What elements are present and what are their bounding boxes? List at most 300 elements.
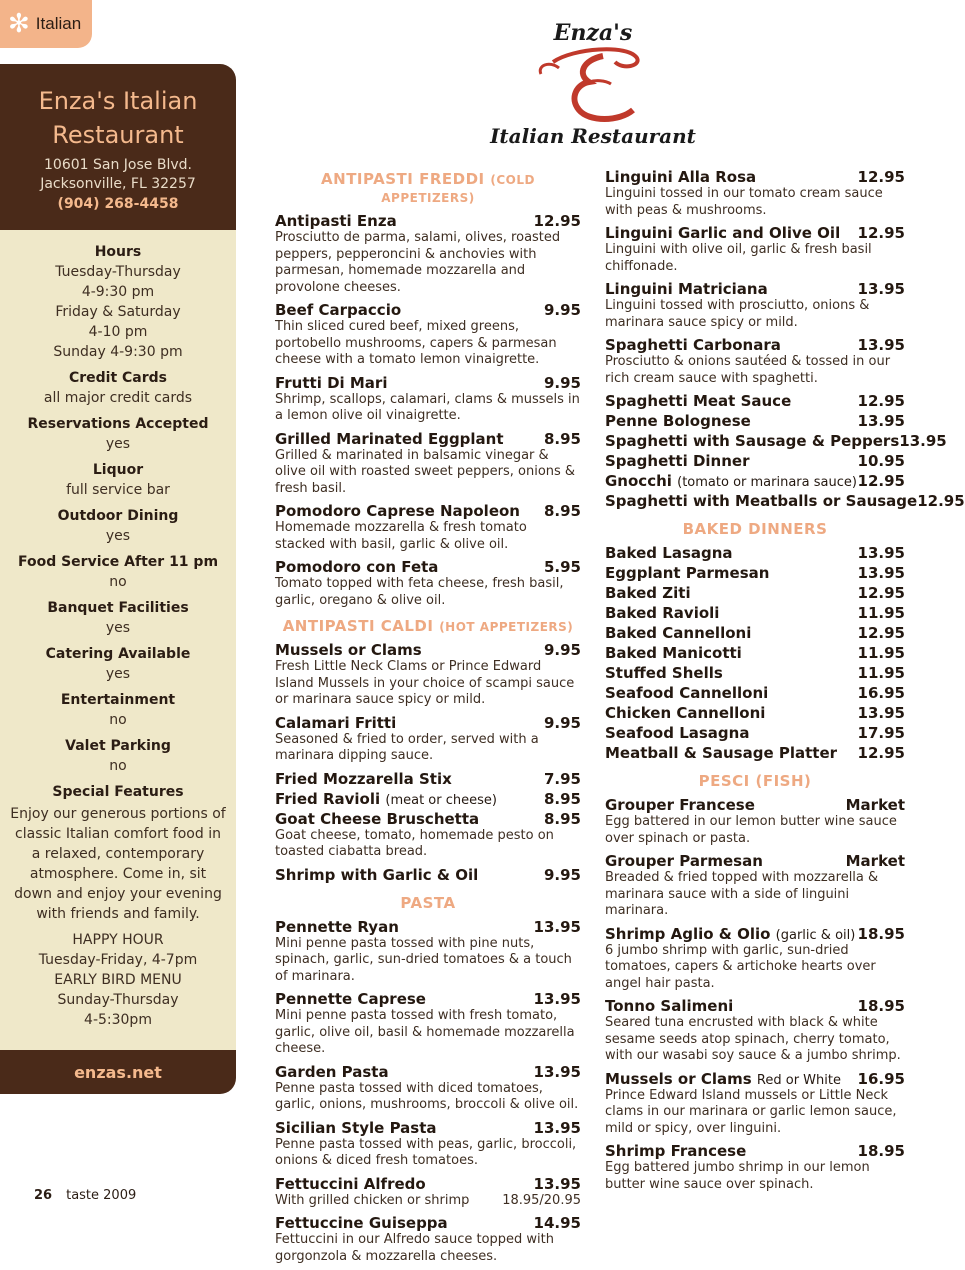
info-value: all major credit cards — [43, 390, 193, 406]
menu-item-price: 9.95 — [543, 865, 581, 884]
menu-item-price: 12.95 — [917, 492, 965, 510]
sidebar-info — [0, 230, 236, 1050]
sidebar-header — [0, 64, 236, 230]
section-heading: BAKED DINNERS — [682, 520, 828, 538]
menu-item-header — [275, 558, 581, 576]
menu-item-description: Prince Edward Island mussels or Little Neck clams in our marinara or garlic lemon sauce, mild or spicy, over linguini. — [605, 1087, 897, 1136]
menu-item-name — [605, 544, 733, 562]
menu-item-name — [275, 430, 504, 448]
menu-item-description: 6 jumbo shrimp with garlic, sun-dried tomatoes, capers & artichoke hearts over angel hair pasta. — [605, 942, 876, 991]
menu-item — [275, 1175, 581, 1210]
section-heading: PASTA — [400, 893, 456, 912]
menu-item — [605, 432, 947, 450]
menu-item-name — [605, 280, 768, 298]
menu-item-header — [275, 1063, 581, 1081]
menu-item-title: Grouper Francese — [605, 796, 755, 814]
early-bird-days: Sunday-Thursday — [57, 992, 179, 1008]
menu-item-title: Garden Pasta — [275, 1062, 389, 1081]
menu-item-header — [605, 280, 905, 298]
menu-item-price: 10.95 — [857, 452, 905, 470]
menu-item-name — [275, 641, 422, 659]
menu-item — [605, 452, 905, 470]
info-block — [0, 736, 236, 776]
logo-bottom-text: Italian Restaurant — [490, 124, 696, 148]
menu-item-price: 12.95 — [857, 392, 905, 410]
info-value: yes — [105, 436, 131, 452]
menu-item-name — [605, 168, 756, 186]
menu-item-title: Baked Cannelloni — [605, 624, 752, 642]
menu-item-title: Baked Ravioli — [605, 604, 720, 622]
menu-item-header — [605, 472, 905, 490]
menu-item-title: Shrimp with Garlic & Oil — [275, 865, 479, 884]
menu-item-title: Tonno Salimeni — [605, 997, 734, 1015]
menu-item-name — [605, 412, 751, 430]
menu-item-price: 8.95 — [543, 789, 581, 808]
menu-item-name — [275, 770, 452, 788]
menu-item-title: Pennette Ryan — [275, 917, 399, 936]
menu-item — [605, 492, 965, 510]
logo-top-text: Enza's — [553, 20, 633, 46]
address-line-2: Jacksonville, FL 32257 — [40, 176, 196, 192]
menu-item-note: (garlic & oil) — [775, 927, 856, 943]
menu-item-price: 16.95 — [857, 1069, 905, 1088]
info-block — [0, 460, 236, 500]
menu-item-title: Linguini Garlic and Olive Oil — [605, 224, 841, 242]
info-label: Credit Cards — [68, 370, 168, 386]
menu-item-header — [275, 770, 581, 788]
menu-item-name — [605, 852, 763, 870]
menu-item-name — [605, 744, 837, 762]
menu-item — [275, 430, 581, 498]
info-label: Catering Available — [45, 646, 191, 662]
menu-item-title: Antipasti Enza — [275, 212, 397, 230]
menu-item-title: Goat Cheese Bruschetta — [275, 809, 480, 828]
menu-item-description: Linguini tossed in our tomato cream sauce with peas & mushrooms. — [605, 186, 883, 218]
menu-item — [605, 412, 905, 430]
info-block — [0, 552, 236, 592]
menu-item-description: Grilled & marinated in balsamic vinegar & olive oil with roasted sweet peppers, onions & fresh basil. — [275, 447, 576, 496]
menu-item-name — [605, 224, 840, 242]
menu-item-title: Spaghetti Meat Sauce — [605, 392, 792, 410]
menu-item-price: 13.95 — [857, 280, 905, 298]
menu-item — [605, 604, 905, 622]
page-number: 26 — [34, 1188, 53, 1203]
menu-item-name — [605, 584, 691, 602]
menu-item-description: Seasoned & fried to order, served with a marinara dipping sauce. — [275, 731, 539, 763]
info-label: Food Service After 11 pm — [17, 554, 219, 570]
info-value: Tuesday-Thursday 4-9:30 pm Friday & Saturday 4-10 pm Sunday 4-9:30 pm — [53, 264, 183, 360]
menu-item-price: 13.95 — [899, 432, 947, 450]
menu-item-name — [275, 301, 401, 319]
menu-item-price: 5.95 — [543, 558, 581, 576]
menu-item-title: Meatball & Sausage Platter — [605, 744, 838, 762]
menu-item — [605, 796, 905, 847]
menu-item-title: Fettuccini Alfredo — [275, 1174, 426, 1193]
menu-item-name — [605, 997, 733, 1015]
menu-item-price: Market — [845, 852, 905, 870]
menu-item-header — [605, 1142, 905, 1160]
menu-item-header — [605, 796, 905, 814]
menu-item-header — [605, 492, 965, 510]
menu-item-title: Linguini Alla Rosa — [605, 168, 757, 186]
menu-item-title: Baked Ziti — [605, 584, 691, 602]
menu-item-title: Sicilian Style Pasta — [275, 1118, 437, 1137]
menu-item-name — [275, 212, 397, 230]
menu-item-title: Fried Ravioli — [275, 789, 381, 808]
menu-item-header — [605, 852, 905, 870]
menu-item — [605, 584, 905, 602]
happy-hour-heading: HAPPY HOUR — [72, 932, 164, 948]
menu-item — [605, 624, 905, 642]
menu-item-name — [605, 1070, 841, 1088]
menu-item-title: Shrimp Aglio & Olio — [605, 924, 771, 943]
menu-item-price: 13.95 — [857, 544, 905, 562]
menu-item-name — [605, 492, 917, 510]
info-block — [0, 598, 236, 638]
menu-item-title: Baked Lasagna — [605, 544, 733, 562]
menu-item-header — [275, 990, 581, 1008]
info-value: Enjoy our generous portions of classic Italian comfort food in a relaxed, contemporary atmosphere. Come in, sit down and enjoy your evening with friends and family. — [10, 806, 226, 922]
info-value: full service bar — [66, 482, 170, 498]
website-label: enzas.net — [74, 1062, 162, 1082]
menu-item-title: Grouper Parmesan — [605, 852, 763, 870]
menu-item-name — [605, 684, 768, 702]
menu-item-title: Fried Mozzarella Stix — [275, 769, 452, 788]
section-heading: ANTIPASTI CALDI — [282, 617, 434, 635]
menu-item-price: 9.95 — [543, 713, 581, 732]
menu-item-name — [605, 432, 899, 450]
menu-item-header — [275, 866, 581, 884]
menu-item-description: Mini penne pasta tossed with fresh tomato, garlic, olive oil, basil & homemade mozzarella cheese. — [275, 1008, 575, 1056]
menu-item-header — [275, 502, 581, 520]
menu-item — [605, 392, 905, 410]
menu-item-name — [275, 866, 478, 884]
menu-item-price: 13.95 — [857, 412, 905, 430]
menu-item-name — [275, 990, 426, 1008]
menu-item-description: Goat cheese, tomato, homemade pesto on toasted ciabatta bread. — [275, 827, 554, 859]
menu-item-price: 12.95 — [857, 224, 905, 242]
menu-item-name — [275, 918, 399, 936]
menu-item-price: 14.95 — [533, 1214, 581, 1232]
info-label: Reservations Accepted — [27, 416, 209, 432]
menu-item-name — [605, 664, 723, 682]
menu-item-price: 18.95 — [857, 1142, 905, 1160]
menu-item-header — [275, 430, 581, 448]
menu-item — [605, 852, 905, 920]
menu-column-right — [605, 168, 965, 1198]
menu-item — [605, 724, 905, 742]
menu-item-title: Eggplant Parmesan — [605, 564, 770, 582]
info-label: Special Features — [52, 784, 184, 800]
menu-item-description: Penne pasta tossed with peas, garlic, broccoli, onions & diced fresh tomatoes. — [275, 1136, 577, 1168]
info-block — [0, 782, 236, 924]
phone-number: (904) 268-4458 — [57, 196, 179, 212]
menu-item-description: Breaded & fried topped with mozzarella & marinara sauce with a side of linguini marinara. — [605, 870, 879, 918]
menu-item-price: 13.95 — [533, 1174, 581, 1193]
menu-item-header — [275, 918, 581, 936]
menu-item-header — [605, 604, 905, 622]
menu-item-description: Seared tuna encrusted with black & white sesame seeds atop spinach, cherry tomato, with our wasabi soy sauce & a jumbo shrimp. — [605, 1015, 901, 1063]
menu-item-price: 12.95 — [857, 168, 905, 186]
menu-item-price: 11.95 — [857, 644, 905, 662]
menu-item-header — [605, 1070, 905, 1088]
menu-item-price: 12.95 — [857, 624, 905, 642]
menu-item-price: 13.95 — [533, 990, 581, 1008]
menu-item — [605, 224, 905, 275]
menu-item — [605, 684, 905, 702]
menu-item-price: 13.95 — [533, 1118, 581, 1137]
menu-item-title: Spaghetti Carbonara — [605, 336, 781, 354]
menu-item-header — [605, 336, 905, 354]
menu-item-name — [275, 790, 497, 808]
menu-item-description: Prosciutto & onions sautéed & tossed in our rich cream sauce with spaghetti. — [605, 354, 891, 386]
info-block — [0, 414, 236, 454]
menu-item-title: Baked Manicotti — [605, 644, 742, 662]
menu-item-price: 7.95 — [543, 769, 581, 788]
menu-item-header — [605, 664, 905, 682]
menu-item — [275, 918, 581, 986]
menu-item-price: 8.95 — [543, 502, 581, 520]
menu-item-title: Stuffed Shells — [605, 664, 723, 682]
address-line-1: 10601 San Jose Blvd. — [44, 157, 192, 173]
info-value: yes — [105, 620, 131, 636]
menu-item-title: Pennette Caprese — [275, 990, 426, 1008]
menu-item-price: Market — [845, 796, 905, 814]
category-tab — [0, 0, 92, 48]
menu-item-header — [605, 624, 905, 642]
menu-item — [275, 301, 581, 369]
menu-item-title: Shrimp Francese — [605, 1142, 747, 1160]
menu-item-header — [275, 1214, 581, 1232]
section-subheading: (COLD APPETIZERS) — [381, 173, 535, 205]
menu-item-header — [275, 641, 581, 659]
menu-item — [605, 1142, 905, 1193]
info-block — [0, 644, 236, 684]
menu-item-header — [605, 684, 905, 702]
menu-item-name — [275, 1214, 448, 1232]
menu-item — [275, 641, 581, 709]
menu-item-price: 9.95 — [543, 641, 581, 659]
info-label: Hours — [94, 244, 142, 260]
menu-item-name — [275, 810, 479, 828]
menu-item — [605, 280, 905, 331]
menu-item — [605, 925, 905, 993]
menu-item-title: Mussels or Clams — [275, 641, 422, 659]
menu-item-description: Mini penne pasta tossed with pine nuts, spinach, garlic, sun-dried tomatoes & a touch of marinara. — [275, 935, 572, 984]
menu-item-price: 11.95 — [857, 664, 905, 682]
menu-item-option-price: 18.95/20.95 — [502, 1192, 581, 1208]
menu-item-name — [275, 1119, 437, 1137]
section-subheading: (HOT APPETIZERS) — [439, 620, 574, 634]
section-title-antipasti-freddi — [275, 170, 581, 206]
happy-hour-times: Tuesday-Friday, 4-7pm — [38, 952, 198, 968]
menu-item-header — [605, 925, 905, 943]
menu-item — [605, 644, 905, 662]
menu-item-title: Grilled Marinated Eggplant — [275, 429, 504, 448]
menu-item-price: 18.95 — [857, 997, 905, 1015]
menu-item-header — [605, 544, 905, 562]
menu-item-description: Fresh Little Neck Clams or Prince Edward Island Mussels in your choice of scampi sauce or marinara sauce spicy or mild. — [275, 659, 575, 707]
menu-item-price: 18.95 — [857, 924, 905, 943]
menu-item-price: 12.95 — [857, 584, 905, 602]
section-heading: PESCI (FISH) — [698, 772, 812, 790]
menu-item — [605, 744, 905, 762]
menu-item-note: Red or White — [756, 1072, 841, 1088]
menu-item — [605, 564, 905, 582]
menu-item-name — [605, 624, 751, 642]
menu-item-description-text: With grilled chicken or shrimp — [275, 1192, 470, 1208]
page-footer — [34, 1188, 150, 1203]
menu-item-description: Linguini tossed with prosciutto, onions & marinara sauce spicy or mild. — [605, 298, 870, 330]
menu-item — [275, 770, 581, 788]
menu-item-title: Spaghetti Dinner — [605, 452, 750, 470]
menu-item — [275, 990, 581, 1058]
category-label: Italian — [35, 14, 82, 33]
menu-item-description: Homemade mozzarella & fresh tomato stacked with basil, garlic & olive oil. — [275, 520, 527, 552]
menu-item-header — [605, 704, 905, 722]
menu-item-header — [605, 997, 905, 1015]
menu-item-name — [275, 1063, 389, 1081]
menu-item-description: Tomato topped with feta cheese, fresh basil, garlic, oregano & olive oil. — [275, 576, 564, 608]
menu-item-name — [605, 704, 765, 722]
menu-item-name — [605, 336, 781, 354]
logo-e-monogram-icon — [533, 44, 653, 128]
menu-item-name — [605, 644, 742, 662]
menu-item-price: 9.95 — [543, 373, 581, 392]
menu-item-title: Mussels or Clams — [605, 1069, 752, 1088]
menu-item — [605, 704, 905, 722]
menu-item-description: Egg battered in our lemon butter wine sauce over spinach or pasta. — [605, 814, 897, 846]
menu-item-header — [605, 412, 905, 430]
menu-item-title: Pomodoro con Feta — [275, 558, 439, 576]
menu-item-name — [275, 714, 396, 732]
menu-item-name — [275, 1175, 426, 1193]
menu-item-description: Linguini with olive oil, garlic & fresh basil chiffonade. — [605, 242, 872, 274]
menu-item-name — [605, 604, 719, 622]
menu-item-description — [275, 1193, 581, 1210]
menu-column-middle — [275, 168, 581, 1270]
menu-item-header — [605, 584, 905, 602]
menu-item-title: Spaghetti with Sausage & Peppers — [605, 432, 900, 450]
menu-item-name — [605, 724, 749, 742]
menu-item-header — [275, 212, 581, 230]
menu-item-header — [605, 744, 905, 762]
menu-item — [605, 997, 905, 1065]
website-link[interactable] — [0, 1050, 236, 1094]
menu-item — [275, 558, 581, 609]
info-block — [0, 690, 236, 730]
info-block — [0, 242, 236, 362]
section-heading: ANTIPASTI FREDDI — [321, 170, 485, 188]
menu-item-price: 13.95 — [857, 704, 905, 722]
asterisk-icon: ✻ — [8, 9, 30, 39]
menu-item — [275, 714, 581, 765]
menu-item-title: Beef Carpaccio — [275, 301, 402, 319]
menu-item-title: Calamari Fritti — [275, 713, 397, 732]
menu-item-header — [275, 301, 581, 319]
info-value: yes — [105, 666, 131, 682]
menu-item-title: Penne Bolognese — [605, 412, 751, 430]
menu-item-header — [275, 374, 581, 392]
menu-item — [275, 790, 581, 808]
menu-item-price: 8.95 — [543, 809, 581, 828]
menu-item-note: (tomato or marinara sauce) — [677, 475, 857, 490]
menu-item-description: Shrimp, scallops, calamari, clams & mussels in a lemon olive oil vinaigrette. — [275, 391, 580, 423]
menu-item — [275, 212, 581, 296]
menu-item — [605, 664, 905, 682]
menu-item-price: 13.95 — [857, 564, 905, 582]
info-value: no — [109, 574, 127, 590]
menu-item-name — [605, 925, 855, 943]
menu-item-name — [275, 502, 520, 520]
menu-item-price: 12.95 — [857, 472, 905, 490]
menu-item-header — [605, 644, 905, 662]
menu-item-description: Thin sliced cured beef, mixed greens, portobello mushrooms, capers & parmesan cheese with a tomato lemon vinaigrette. — [275, 319, 557, 367]
menu-item-header — [605, 168, 905, 186]
menu-item-header — [275, 810, 581, 828]
early-bird-times: 4-5:30pm — [84, 1012, 152, 1028]
menu-item-price: 13.95 — [533, 917, 581, 936]
menu-item — [275, 1214, 581, 1265]
menu-item-header — [605, 392, 905, 410]
section-title-pesci — [605, 772, 905, 790]
publication-name: taste 2009 — [66, 1188, 137, 1203]
menu-item-header — [275, 790, 581, 808]
info-value: no — [109, 758, 127, 774]
menu-item-price: 12.95 — [857, 744, 905, 762]
menu-item-description: Fettuccini in our Alfredo sauce topped with gorgonzola & mozzarella cheeses. — [275, 1232, 554, 1264]
menu-item — [605, 336, 905, 387]
menu-item-name — [605, 564, 769, 582]
menu-item — [605, 472, 905, 490]
menu-item-title: Gnocchi — [605, 472, 672, 490]
menu-item-name — [605, 392, 791, 410]
menu-item — [275, 866, 581, 884]
menu-item — [275, 810, 581, 861]
info-label: Liquor — [92, 462, 144, 478]
menu-item-price: 8.95 — [543, 429, 581, 448]
menu-item — [275, 502, 581, 553]
menu-item-name — [605, 472, 857, 490]
menu-item-price: 9.95 — [543, 301, 581, 319]
menu-item-price: 16.95 — [857, 684, 905, 702]
menu-item-title: Spaghetti with Meatballs or Sausage — [605, 492, 918, 510]
menu-item — [605, 544, 905, 562]
menu-item-name — [605, 796, 755, 814]
menu-item-header — [605, 224, 905, 242]
info-value: no — [109, 712, 127, 728]
menu-item-header — [275, 714, 581, 732]
menu-item-description: Prosciutto de parma, salami, olives, roasted peppers, pepperoncini & anchovies with parmesan, homemade mozzarella and provolone cheeses. — [275, 230, 561, 295]
menu-item — [275, 1063, 581, 1114]
info-value: yes — [105, 528, 131, 544]
menu-item-price: 17.95 — [857, 724, 905, 742]
menu-item-title: Seafood Lasagna — [605, 724, 750, 742]
menu-item-title: Fettuccine Guiseppa — [275, 1214, 448, 1232]
section-title-pasta — [275, 894, 581, 912]
section-title-antipasti-caldi — [275, 617, 581, 635]
menu-item-price: 13.95 — [857, 336, 905, 354]
menu-item-note: (meat or cheese) — [385, 792, 497, 808]
info-block — [0, 368, 236, 408]
menu-item-header — [605, 724, 905, 742]
menu-item-title: Chicken Cannelloni — [605, 704, 766, 722]
info-label: Outdoor Dining — [57, 508, 179, 524]
menu-item-description: Egg battered jumbo shrimp in our lemon butter wine sauce over spinach. — [605, 1160, 870, 1192]
menu-item-name — [605, 452, 749, 470]
menu-item-title: Linguini Matriciana — [605, 280, 768, 298]
section-title-baked-dinners — [605, 520, 905, 538]
